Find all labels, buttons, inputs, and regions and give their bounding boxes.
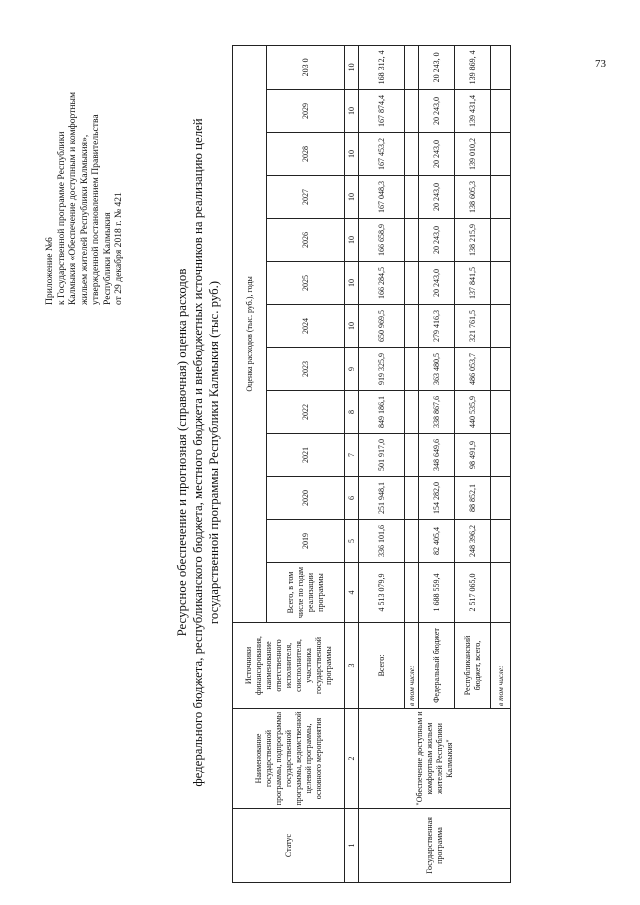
header-total: Всего, в том числе по годам реализации программы [267,563,345,623]
status-cell: Государственная программа [359,809,511,883]
value-cell [405,391,419,434]
value-cell: 849 186,1 [359,391,405,434]
appendix-line: утвержденной постановлением Правительства [90,114,101,305]
column-number: 6 [345,477,359,520]
value-cell: 154 282,0 [419,477,455,520]
column-number: 10 [345,262,359,305]
value-cell [491,391,511,434]
column-number: 9 [345,348,359,391]
appendix-line: Приложение №6 [44,237,55,305]
value-cell: 168 312, 4 [359,45,405,89]
value-cell: 20 243,0 [419,133,455,176]
value-cell: 138 215,9 [455,219,491,262]
header-year: 2028 [267,133,345,176]
value-cell [491,90,511,133]
value-cell [491,520,511,563]
page-number: 73 [595,58,606,70]
source-cell: Республиканский бюджет, всего, [455,623,491,709]
header-year: 2027 [267,176,345,219]
header-name: Наименование государственной программы, подпрограммы государственной программы, ведомственной целевой программы, основного мероприятия [233,709,345,809]
value-cell [405,348,419,391]
value-cell [491,133,511,176]
column-number: 5 [345,520,359,563]
appendix-line: к Государственной программе Республики [55,131,67,305]
program-name-cell: "Обеспечение доступным и комфортным жильем жителей Республики Калмыкия" [359,709,511,809]
value-cell: 321 761,5 [455,305,491,348]
column-number: 10 [345,176,359,219]
value-cell [405,45,419,89]
value-cell [405,305,419,348]
header-year: 2023 [267,348,345,391]
column-number: 10 [345,305,359,348]
source-cell: Всего: [359,623,405,709]
total-cell: 4 513 079,9 [359,563,405,623]
value-cell: 166 284,5 [359,262,405,305]
value-cell: 20 243,0 [419,219,455,262]
value-cell: 440 535,9 [455,391,491,434]
value-cell [405,133,419,176]
value-cell [405,219,419,262]
header-year: 2026 [267,219,345,262]
column-number: 10 [345,90,359,133]
title-line: государственной программы Республики Калмыкия (тыс. руб.) [207,280,221,625]
source-cell: в том числе: [491,623,511,709]
value-cell: 338 867,6 [419,391,455,434]
appendix-line: Республики Калмыкия [101,212,113,305]
table-row [359,45,405,882]
appendix-block [44,15,125,305]
total-cell: 1 688 559,4 [419,563,455,623]
appendix-line: от 29 декабря 2018 г. № 421 [113,192,124,305]
header-year: 2025 [267,262,345,305]
value-cell: 139 869, 4 [455,45,491,89]
value-cell: 139 010,2 [455,133,491,176]
total-cell: 2 517 065,0 [455,563,491,623]
value-cell: 20 243, 0 [419,45,455,89]
value-cell: 348 649,6 [419,434,455,477]
header-year: 2022 [267,391,345,434]
header-year: 2019 [267,520,345,563]
column-number: 10 [345,133,359,176]
column-number: 3 [345,623,359,709]
value-cell: 20 243,0 [419,176,455,219]
header-year: 2024 [267,305,345,348]
value-cell: 82 405,4 [419,520,455,563]
value-cell: 919 325,9 [359,348,405,391]
column-number: 10 [345,219,359,262]
column-number-row [345,45,359,882]
value-cell: 88 852,1 [455,477,491,520]
value-cell: 486 053,7 [455,348,491,391]
title-line: федерального бюджета, республиканского бюджета, местного бюджета и внебюджетных источников на реализацию целей [191,118,205,787]
header-year: 203 0 [267,45,345,89]
value-cell: 279 416,3 [419,305,455,348]
value-cell: 98 491,9 [455,434,491,477]
column-number: 10 [345,45,359,89]
value-cell: 167 874,4 [359,90,405,133]
header-row [233,45,267,882]
value-cell: 139 431,4 [455,90,491,133]
header-year: 2029 [267,90,345,133]
column-number: 8 [345,391,359,434]
value-cell: 251 948,1 [359,477,405,520]
value-cell: 248 396,2 [455,520,491,563]
header-source: Источники финансирования, наименование ответственного исполнителя, соисполнителя, участника государственной программы [233,623,345,709]
value-cell [491,348,511,391]
total-cell [491,563,511,623]
value-cell [491,434,511,477]
column-number: 4 [345,563,359,623]
value-cell [405,520,419,563]
source-cell: Федеральный бюджет [419,623,455,709]
column-number: 1 [345,809,359,883]
source-cell: в том числе: [405,623,419,709]
appendix-line: Калмыкия «Обеспечение доступным и комфортным [67,91,78,305]
header-status: Статус [233,809,345,883]
value-cell: 501 917,0 [359,434,405,477]
value-cell: 138 605,3 [455,176,491,219]
value-cell: 650 969,5 [359,305,405,348]
total-cell [405,563,419,623]
value-cell: 336 101,6 [359,520,405,563]
appendix-line: жильем жителей Республики Калмыкия», [78,134,90,305]
title-line: Ресурсное обеспечение и прогнозная (справочная) оценка расходов [175,268,189,637]
header-year: 2020 [267,477,345,520]
value-cell [405,477,419,520]
value-cell: 166 658,9 [359,219,405,262]
value-cell [491,262,511,305]
value-cell: 167 453,2 [359,133,405,176]
value-cell: 363 480,5 [419,348,455,391]
value-cell: 137 841,5 [455,262,491,305]
value-cell [491,477,511,520]
financing-table [232,45,511,883]
value-cell [491,219,511,262]
value-cell: 20 243,0 [419,262,455,305]
value-cell: 20 243,0 [419,90,455,133]
header-year: 2021 [267,434,345,477]
value-cell [405,434,419,477]
column-number: 2 [345,709,359,809]
value-cell [405,262,419,305]
header-estimate: Оценка расходов (тыс. руб.), годы [233,45,267,622]
column-number: 7 [345,434,359,477]
value-cell [491,305,511,348]
value-cell [491,176,511,219]
value-cell [405,176,419,219]
value-cell [405,90,419,133]
value-cell: 167 048,3 [359,176,405,219]
value-cell [491,45,511,89]
